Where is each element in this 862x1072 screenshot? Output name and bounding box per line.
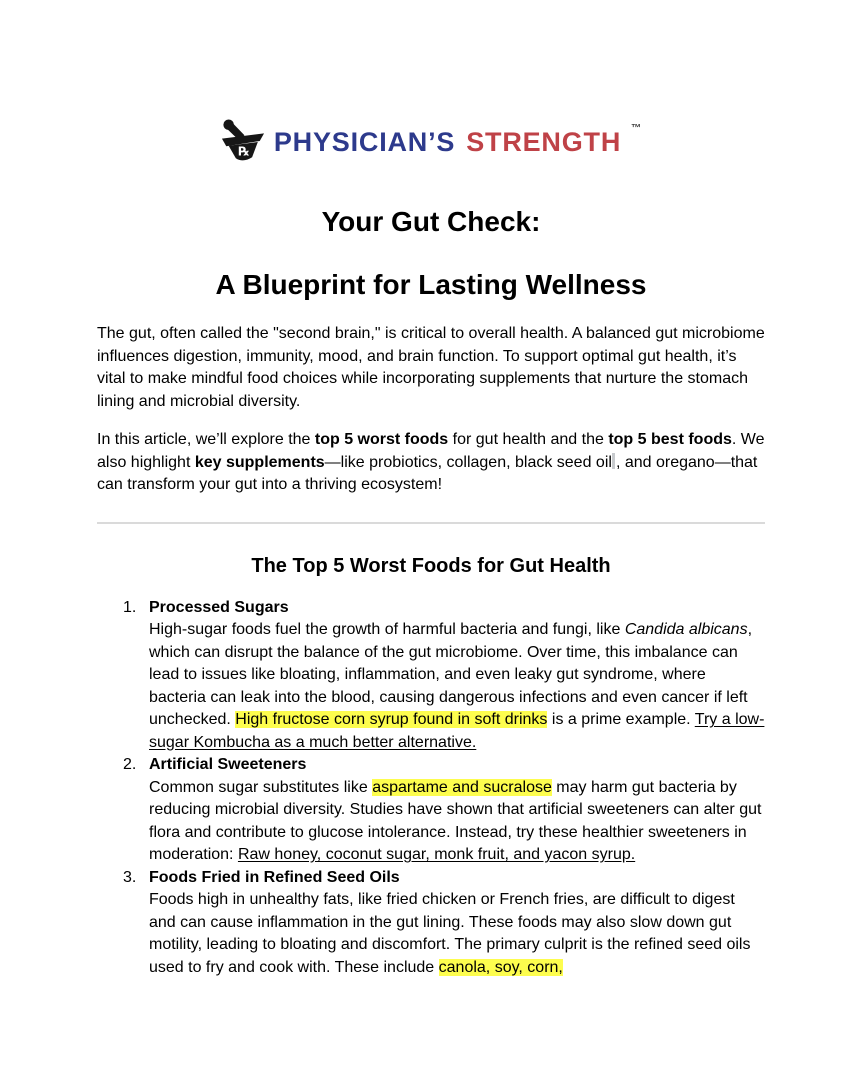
text-run: may harm gut bacteria by reducing microbial diversity. Studies have shown that artificial sweeteners can alter gut flora and contribute to glucose intolerance. Instead, try these healthier sweeteners in moderation: [149, 778, 762, 863]
section-heading: The Top 5 Worst Foods for Gut Health [251, 554, 611, 577]
text-run: Foods high in unhealthy fats, like fried chicken or French fries, are difficult to digest and can cause inflammation in the gut lining. These foods may also slow down gut motility, leading to bloating and discomfort. The primary culprit is the refined seed oils used to fry and cook with. These include [149, 891, 751, 976]
section-divider [97, 522, 765, 524]
list-item-title: Foods Fried in Refined Seed Oils [149, 868, 400, 886]
highlighted-text: aspartame and sucralose [372, 778, 552, 796]
text-run: Common sugar substitutes like [149, 778, 373, 796]
list-item-artificial-sweeteners [97, 754, 765, 867]
text-run: The gut, often called the "second brain," is critical to overall health. A balanced gut microbiome influences digestion, immunity, mood, and brain function. To support optimal gut health, it’s vital to make mindful food choices while incorporating supplements that nurture the stomach lining and microbial diversity. [97, 325, 765, 410]
logo [97, 118, 765, 166]
underlined-text: Raw honey, coconut sugar, monk fruit, and yacon syrup. [237, 846, 636, 863]
text-run: is a prime example. [547, 711, 695, 728]
text-run: for gut health and the [448, 431, 609, 448]
bold-text: top 5 worst foods [314, 431, 449, 448]
list-item-fried-seed-oils [97, 867, 765, 980]
mortar-pestle-rx-icon [221, 117, 265, 165]
list-item-title: Artificial Sweeteners [149, 756, 307, 773]
trademark-symbol: ™ [631, 123, 642, 134]
doc-title-line-2: A Blueprint for Lasting Wellness [215, 269, 647, 300]
worst-foods-list [97, 597, 765, 980]
list-item-body [149, 889, 765, 979]
underlined-text: Try a low-sugar Kombucha as a much better alternative. [149, 711, 765, 751]
list-item-number: 3. [123, 868, 137, 886]
list-item-number: 2. [123, 756, 137, 773]
brand-name-physicians: PHYSICIAN’S [273, 126, 456, 157]
list-item-title: Processed Sugars [149, 598, 289, 616]
bold-text: key supplements [194, 453, 325, 471]
bold-text: top 5 best foods [608, 431, 732, 448]
text-run: —like probiotics, collagen, black seed oil [324, 453, 612, 471]
text-run: In this article, we’ll explore the [97, 431, 315, 448]
list-item-number: 1. [123, 598, 137, 616]
text-run: , and oregano—that can transform your gut into a thriving ecosystem! [97, 453, 758, 493]
italic-text: Candida albicans [624, 621, 748, 638]
intro-paragraph-1 [97, 323, 765, 413]
text-run: . We also highlight [97, 431, 765, 471]
doc-title-line-1: Your Gut Check: [321, 206, 541, 237]
text-run: , which can disrupt the balance of the gut microbiome. Over time, this imbalance can lead to issues like bloating, inflammation, and even leaky gut syndrome, where bacteria can leak into the blood, causing dangerous infections and even cancer if left unchecked. [149, 621, 753, 728]
list-item-processed-sugars [97, 597, 765, 755]
list-item-body [149, 619, 765, 754]
list-item-body [149, 777, 765, 867]
svg-text:℞: ℞ [238, 143, 250, 159]
highlighted-text: High fructose corn syrup found in soft drinks [235, 711, 548, 728]
text-run: High-sugar foods fuel the growth of harmful bacteria and fungi, like [149, 621, 625, 638]
intro-paragraph-2 [97, 429, 765, 497]
highlighted-text: canola, soy, corn, [438, 958, 563, 976]
brand-name-strength: STRENGTH [466, 126, 622, 157]
